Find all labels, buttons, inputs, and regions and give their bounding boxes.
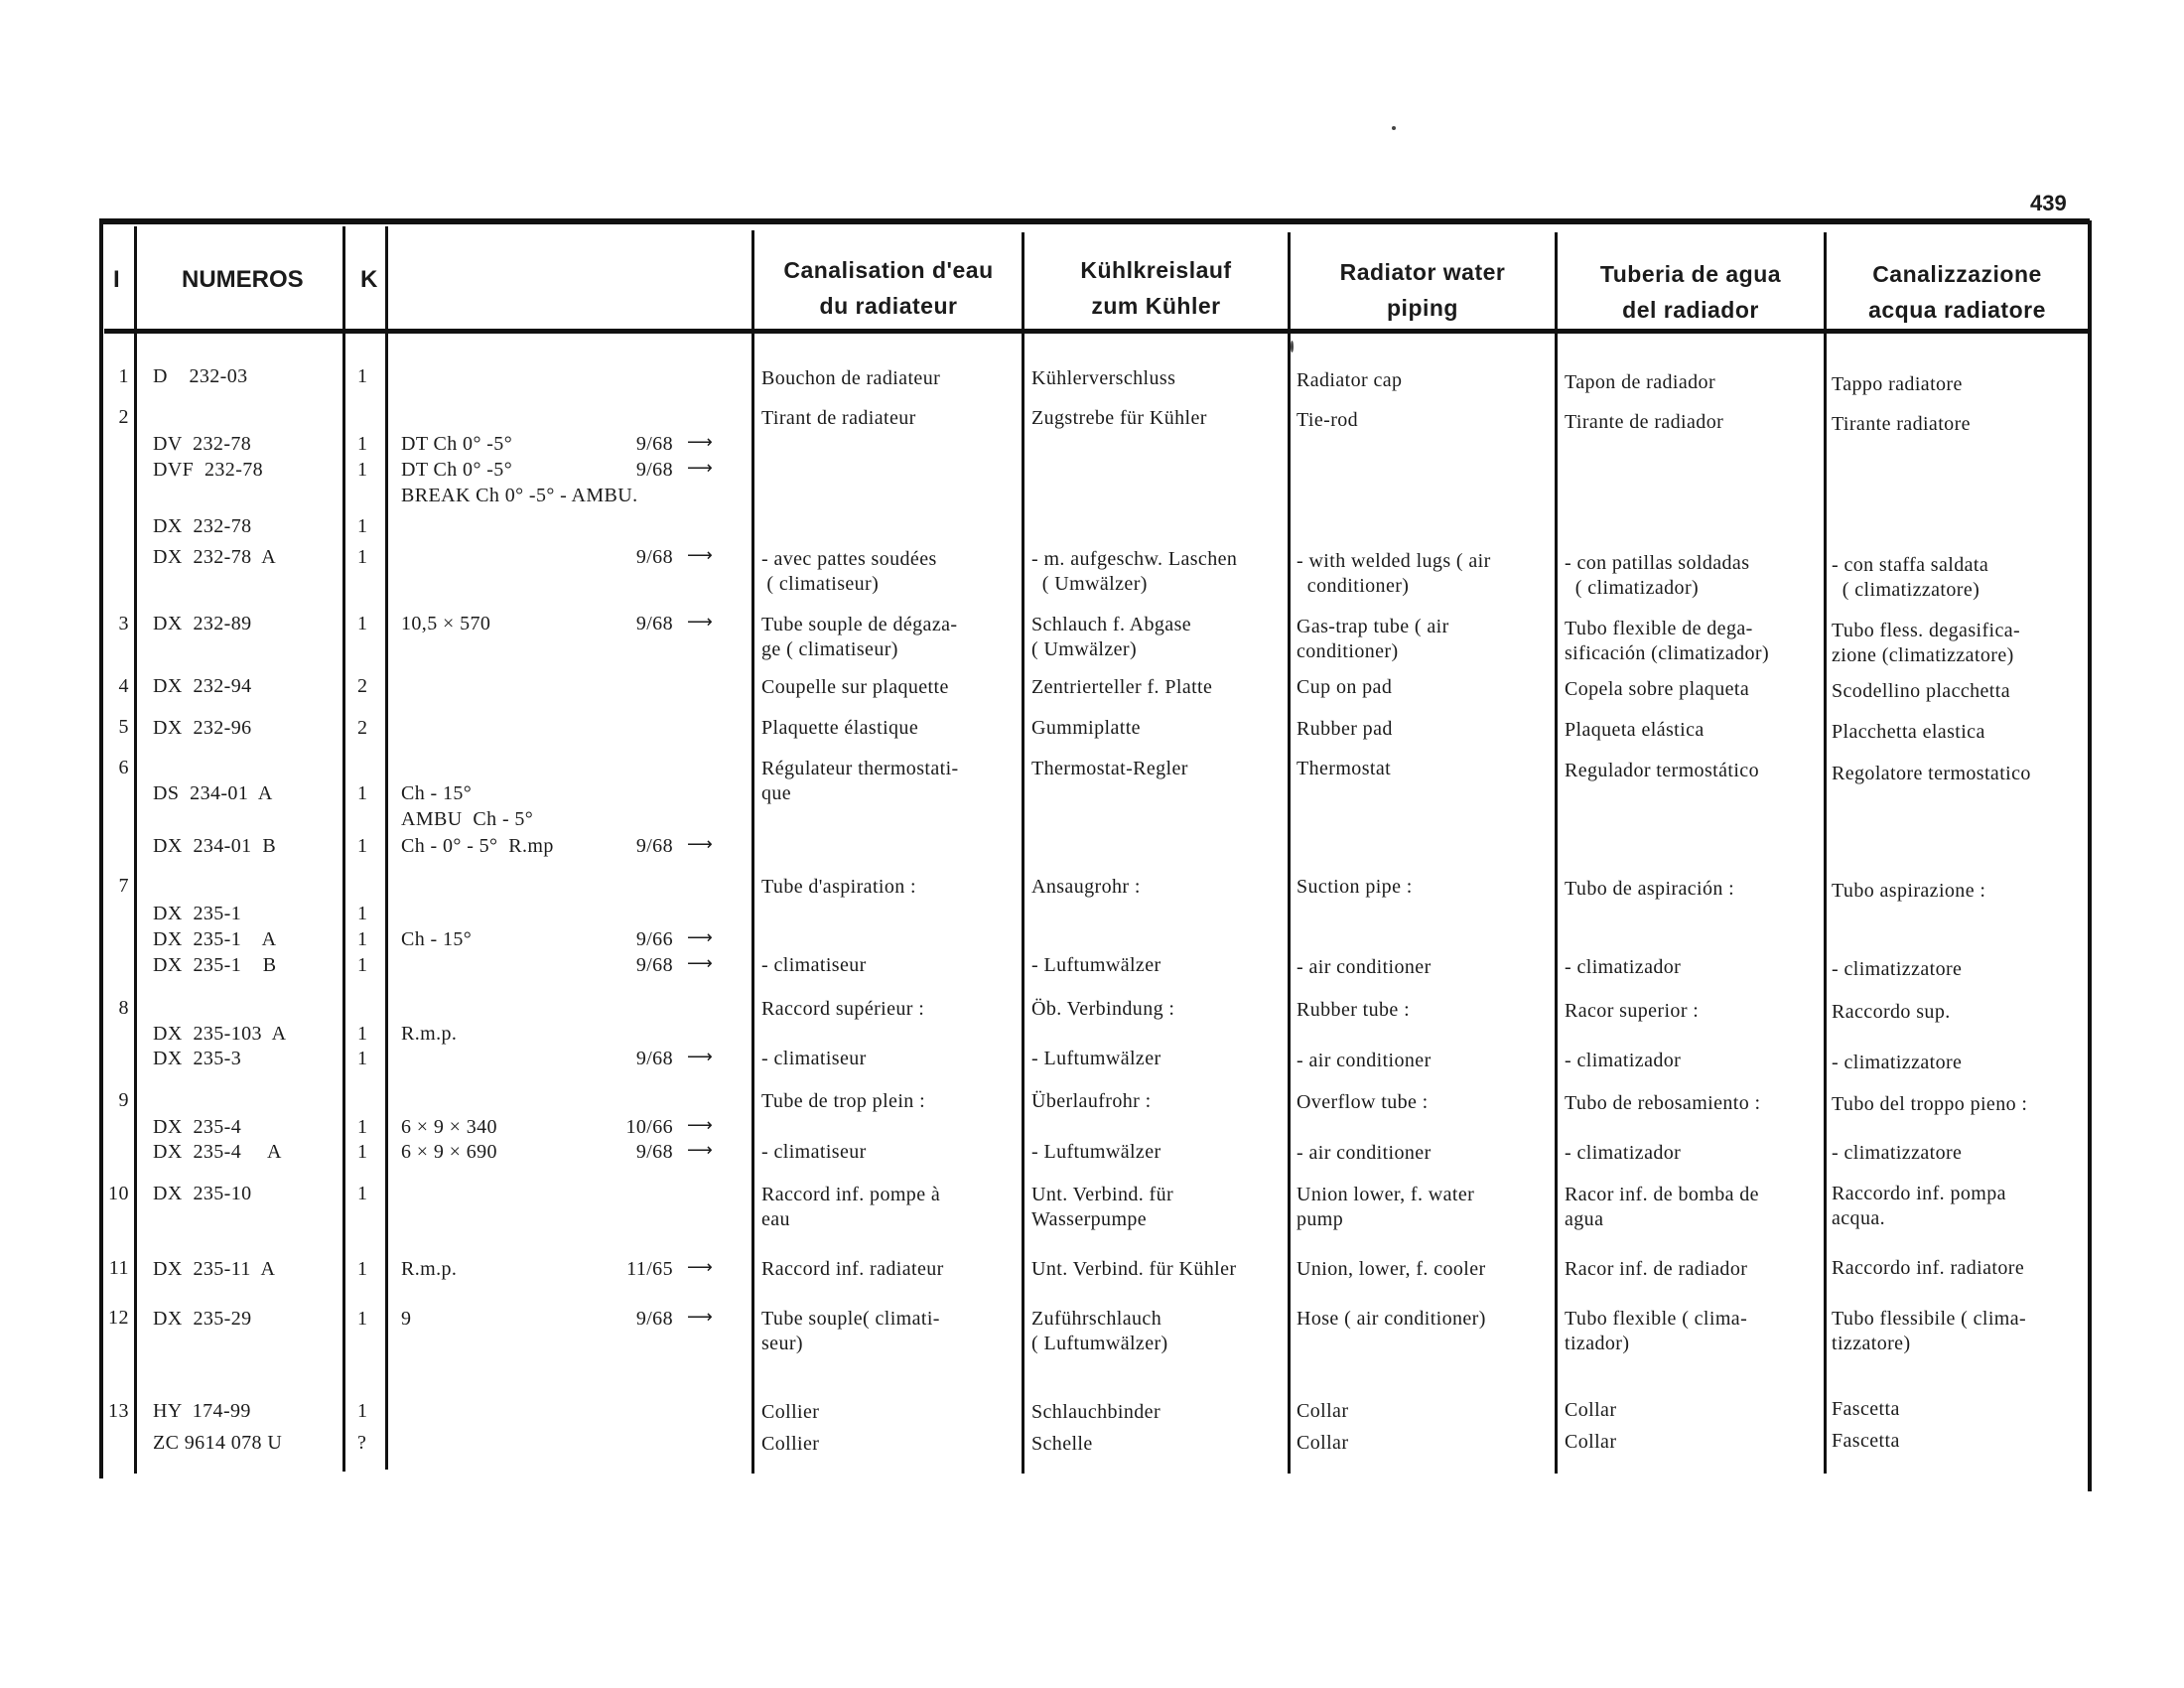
column-rule-right <box>2088 220 2092 1491</box>
description-french: Collier <box>761 1401 820 1423</box>
quantity-k: 2 <box>357 675 368 697</box>
note-text: Ch - 15° <box>401 928 473 950</box>
description-french: - avec pattes soudées ( climatiseur) <box>761 548 937 595</box>
note-text: 6 × 9 × 690 <box>401 1141 497 1163</box>
description-spanish: - climatizador <box>1565 956 1682 978</box>
description-spanish: Tubo de rebosamiento : <box>1565 1092 1761 1114</box>
row-index-number: 7 <box>118 875 129 897</box>
part-number: DX 235-11 A <box>153 1258 276 1280</box>
part-number: DV 232-78 <box>153 433 252 455</box>
header-spanish <box>1558 256 1824 328</box>
header-spanish-line1: Tuberia de agua <box>1599 261 1782 287</box>
description-italian: Scodellino placchetta <box>1832 680 2011 702</box>
description-french: Raccord supérieur : <box>761 998 925 1020</box>
note-date: 9/68 <box>635 835 673 857</box>
note-text: R.m.p. <box>401 1258 458 1280</box>
quantity-k: 1 <box>357 1023 368 1045</box>
column-rule-fr <box>1022 232 1024 1474</box>
description-german: - Luftumwälzer <box>1031 1048 1161 1069</box>
quantity-k: 1 <box>357 1308 368 1330</box>
description-french: Coupelle sur plaquette <box>761 676 949 698</box>
page-number: 439 <box>2030 191 2067 215</box>
note-date: 11/65 <box>626 1258 673 1280</box>
part-number: DX 232-78 <box>153 515 252 537</box>
quantity-k: 1 <box>357 903 368 924</box>
column-rule-de <box>1288 232 1291 1474</box>
description-spanish: Collar <box>1565 1431 1617 1453</box>
description-french: Raccord inf. radiateur <box>761 1258 944 1280</box>
note-date: 9/68 <box>635 613 673 634</box>
note-date: 9/68 <box>635 954 673 976</box>
header-german-line1: Kühlkreislauf <box>1080 257 1232 283</box>
note-arrow: ⟶ <box>687 1047 713 1067</box>
part-number: DX 235-3 <box>153 1048 242 1069</box>
quantity-k: 1 <box>357 1258 368 1280</box>
description-english: Hose ( air conditioner) <box>1297 1308 1486 1330</box>
note-arrow: ⟶ <box>687 927 713 948</box>
description-french: Tube de trop plein : <box>761 1090 926 1112</box>
description-spanish: Plaqueta elástica <box>1565 719 1705 741</box>
description-spanish: Copela sobre plaqueta <box>1565 678 1750 700</box>
description-english: Rubber pad <box>1297 718 1393 740</box>
row-index-number: 10 <box>108 1183 129 1204</box>
description-german: - Luftumwälzer <box>1031 1141 1161 1163</box>
description-english: Radiator cap <box>1297 369 1403 391</box>
description-spanish: Racor inf. de radiador <box>1565 1258 1748 1280</box>
part-number: DX 232-78 A <box>153 546 277 568</box>
note-date: 10/66 <box>625 1116 673 1138</box>
note-date: 9/66 <box>635 928 673 950</box>
header-french-line2: du radiateur <box>819 293 958 319</box>
row-index-number: 8 <box>118 997 129 1019</box>
description-english: - air conditioner <box>1297 956 1432 978</box>
quantity-k: 1 <box>357 954 368 976</box>
note-arrow: ⟶ <box>687 953 713 974</box>
description-french: Tube souple de dégaza- ge ( climatiseur) <box>761 614 958 660</box>
description-german: Thermostat-Regler <box>1031 758 1188 779</box>
header-french-line1: Canalisation d'eau <box>783 257 994 283</box>
description-spanish: Tirante de radiador <box>1565 411 1724 433</box>
quantity-k: 1 <box>357 782 368 804</box>
header-italian <box>1827 256 2088 328</box>
description-italian: Tubo del troppo pieno : <box>1832 1093 2028 1115</box>
row-index-number: 3 <box>118 613 129 634</box>
column-rule-notes <box>751 230 754 1474</box>
description-spanish: Regulador termostático <box>1565 760 1759 781</box>
description-english: - with welded lugs ( air conditioner) <box>1297 550 1491 597</box>
header-german <box>1024 252 1288 324</box>
description-french: - climatiseur <box>761 1141 867 1163</box>
note-text: BREAK Ch 0° -5° - AMBU. <box>401 485 638 506</box>
description-english: Union lower, f. water pump <box>1297 1184 1475 1230</box>
description-german: Gummiplatte <box>1031 717 1141 739</box>
note-text: 6 × 9 × 340 <box>401 1116 497 1138</box>
description-german: - Luftumwälzer <box>1031 954 1161 976</box>
description-spanish: Racor inf. de bomba de agua <box>1565 1184 1759 1230</box>
note-arrow: ⟶ <box>687 545 713 566</box>
quantity-k: 1 <box>357 546 368 568</box>
part-number: DX 235-4 <box>153 1116 242 1138</box>
row-index-number: 6 <box>118 757 129 778</box>
row-index-number: 5 <box>118 716 129 738</box>
description-italian: Tirante radiatore <box>1832 413 1971 435</box>
description-english: Thermostat <box>1297 758 1392 779</box>
part-number: DX 232-94 <box>153 675 252 697</box>
quantity-k: 1 <box>357 1048 368 1069</box>
note-arrow: ⟶ <box>687 1115 713 1136</box>
column-rule-numeros <box>342 226 345 1472</box>
description-italian: Tappo radiatore <box>1832 373 1963 395</box>
row-index-number: 9 <box>118 1089 129 1111</box>
description-spanish: Tubo flexible de dega- sificación (climatizador) <box>1565 618 1770 664</box>
description-french: Collier <box>761 1433 820 1455</box>
note-date: 9/68 <box>635 1141 673 1163</box>
column-rule-k <box>385 226 388 1470</box>
description-french: Tirant de radiateur <box>761 407 916 429</box>
header-french <box>754 252 1023 324</box>
description-italian: Raccordo inf. radiatore <box>1832 1257 2025 1279</box>
description-french: Plaquette élastique <box>761 717 919 739</box>
description-spanish: - climatizador <box>1565 1050 1682 1071</box>
description-italian: - climatizzatore <box>1832 958 1963 980</box>
description-italian: Placchetta elastica <box>1832 721 1985 743</box>
table-top-rule <box>99 218 2090 224</box>
description-french: Raccord inf. pompe à eau <box>761 1184 941 1230</box>
description-german: - m. aufgeschw. Laschen ( Umwälzer) <box>1031 548 1238 595</box>
description-spanish: - con patillas soldadas ( climatizador) <box>1565 552 1750 599</box>
description-spanish: Tubo de aspiración : <box>1565 878 1735 900</box>
description-italian: Tubo flessibile ( clima- tizzatore) <box>1832 1308 2027 1354</box>
quantity-k: 1 <box>357 928 368 950</box>
description-german: Zugstrebe für Kühler <box>1031 407 1207 429</box>
description-german: Unt. Verbind. für Wasserpumpe <box>1031 1184 1174 1230</box>
part-number: DS 234-01 A <box>153 782 273 804</box>
scan-speck <box>1291 341 1294 352</box>
quantity-k: 1 <box>357 365 368 387</box>
description-english: Overflow tube : <box>1297 1091 1429 1113</box>
note-date: 9/68 <box>635 433 673 455</box>
note-date: 9/68 <box>635 546 673 568</box>
quantity-k: 2 <box>357 717 368 739</box>
description-english: - air conditioner <box>1297 1142 1432 1164</box>
quantity-k: 1 <box>357 1141 368 1163</box>
part-number: DX 235-1 A <box>153 928 277 950</box>
note-date: 9/68 <box>635 459 673 481</box>
description-french: Régulateur thermostati- que <box>761 758 959 804</box>
part-number: DVF 232-78 <box>153 459 264 481</box>
header-numeros: NUMEROS <box>182 266 304 293</box>
column-rule-en <box>1555 232 1558 1474</box>
row-index-number: 13 <box>108 1400 129 1422</box>
quantity-k: 1 <box>357 515 368 537</box>
description-french: Bouchon de radiateur <box>761 367 941 389</box>
header-english-line1: Radiator water <box>1339 259 1506 285</box>
note-text: DT Ch 0° -5° <box>401 459 513 481</box>
description-german: Überlaufrohr : <box>1031 1090 1152 1112</box>
description-german: Schlauch f. Abgase ( Umwälzer) <box>1031 614 1192 660</box>
note-text: Ch - 15° <box>401 782 473 804</box>
description-english: - air conditioner <box>1297 1050 1432 1071</box>
column-rule-es <box>1824 232 1827 1474</box>
scan-speck <box>1392 126 1396 130</box>
quantity-k: 1 <box>357 459 368 481</box>
note-arrow: ⟶ <box>687 612 713 633</box>
note-date: 9/68 <box>635 1048 673 1069</box>
description-english: Suction pipe : <box>1297 876 1413 898</box>
part-number: D 232-03 <box>153 365 248 387</box>
part-number: DX 235-10 <box>153 1183 252 1204</box>
column-rule-index <box>134 226 137 1474</box>
quantity-k: 1 <box>357 613 368 634</box>
part-number: DX 235-29 <box>153 1308 252 1330</box>
row-index-number: 11 <box>108 1257 129 1279</box>
description-german: Öb. Verbindung : <box>1031 998 1175 1020</box>
description-english: Rubber tube : <box>1297 999 1411 1021</box>
row-index-number: 12 <box>108 1307 129 1329</box>
description-german: Zentrierteller f. Platte <box>1031 676 1213 698</box>
note-text: DT Ch 0° -5° <box>401 433 513 455</box>
description-italian: - climatizzatore <box>1832 1142 1963 1164</box>
quantity-k: 1 <box>357 433 368 455</box>
note-text: 10,5 × 570 <box>401 613 491 634</box>
description-english: Cup on pad <box>1297 676 1393 698</box>
header-index: I <box>113 266 120 293</box>
description-french: - climatiseur <box>761 1048 867 1069</box>
note-text: 9 <box>401 1308 412 1330</box>
description-german: Ansaugrohr : <box>1031 876 1141 898</box>
part-number: DX 232-96 <box>153 717 252 739</box>
row-index-number: 2 <box>118 406 129 428</box>
note-arrow: ⟶ <box>687 1307 713 1328</box>
note-arrow: ⟶ <box>687 432 713 453</box>
header-italian-line2: acqua radiatore <box>1868 297 2046 323</box>
part-number: DX 235-1 <box>153 903 242 924</box>
description-english: Union, lower, f. cooler <box>1297 1258 1486 1280</box>
description-italian: Tubo fless. degasifica- zione (climatizzatore) <box>1832 620 2021 666</box>
quantity-k: 1 <box>357 1400 368 1422</box>
description-italian: Regolatore termostatico <box>1832 763 2031 784</box>
header-german-line2: zum Kühler <box>1091 293 1221 319</box>
description-spanish: Racor superior : <box>1565 1000 1700 1022</box>
description-italian: Tubo aspirazione : <box>1832 880 1986 902</box>
quantity-k: 1 <box>357 1183 368 1204</box>
description-french: Tube souple( climati- seur) <box>761 1308 940 1354</box>
header-english <box>1291 254 1555 326</box>
part-number: DX 235-4 A <box>153 1141 282 1163</box>
note-arrow: ⟶ <box>687 1257 713 1278</box>
description-german: Schlauchbinder <box>1031 1401 1161 1423</box>
note-arrow: ⟶ <box>687 458 713 479</box>
description-german: Kühlerverschluss <box>1031 367 1176 389</box>
description-italian: Fascetta <box>1832 1398 1900 1420</box>
quantity-k: 1 <box>357 835 368 857</box>
note-text: R.m.p. <box>401 1023 458 1045</box>
note-arrow: ⟶ <box>687 834 713 855</box>
header-k: K <box>360 266 378 293</box>
description-english: Collar <box>1297 1432 1349 1454</box>
note-arrow: ⟶ <box>687 1140 713 1161</box>
row-index-number: 1 <box>118 365 129 387</box>
part-number: DX 235-103 A <box>153 1023 287 1045</box>
description-german: Unt. Verbind. für Kühler <box>1031 1258 1237 1280</box>
description-french: Tube d'aspiration : <box>761 876 917 898</box>
description-spanish: Collar <box>1565 1399 1617 1421</box>
header-english-line2: piping <box>1387 295 1458 321</box>
note-text: Ch - 0° - 5° R.mp <box>401 835 554 857</box>
row-index-number: 4 <box>118 675 129 697</box>
description-spanish: Tubo flexible ( clima- tizador) <box>1565 1308 1748 1354</box>
description-german: Schelle <box>1031 1433 1093 1455</box>
note-date: 9/68 <box>635 1308 673 1330</box>
description-english: Tie-rod <box>1297 409 1359 431</box>
part-number: DX 235-1 B <box>153 954 277 976</box>
description-italian: Raccordo sup. <box>1832 1001 1951 1023</box>
description-spanish: Tapon de radiador <box>1565 371 1716 393</box>
description-italian: - con staffa saldata ( climatizzatore) <box>1832 554 1989 601</box>
note-text: AMBU Ch - 5° <box>401 808 534 830</box>
description-french: - climatiseur <box>761 954 867 976</box>
description-italian: Raccordo inf. pompa acqua. <box>1832 1183 2006 1229</box>
header-bottom-rule <box>104 329 2090 334</box>
part-number: DX 232-89 <box>153 613 252 634</box>
description-italian: Fascetta <box>1832 1430 1900 1452</box>
quantity-k: ? <box>357 1432 367 1454</box>
part-number: DX 234-01 B <box>153 835 277 857</box>
quantity-k: 1 <box>357 1116 368 1138</box>
part-number: HY 174-99 <box>153 1400 251 1422</box>
part-number: ZC 9614 078 U <box>153 1432 283 1454</box>
description-german: Zuführschlauch ( Luftumwälzer) <box>1031 1308 1168 1354</box>
header-spanish-line2: del radiador <box>1622 297 1759 323</box>
description-italian: - climatizzatore <box>1832 1052 1963 1073</box>
header-italian-line1: Canalizzazione <box>1872 261 2042 287</box>
description-english: Gas-trap tube ( air conditioner) <box>1297 616 1449 662</box>
description-english: Collar <box>1297 1400 1349 1422</box>
description-spanish: - climatizador <box>1565 1142 1682 1164</box>
